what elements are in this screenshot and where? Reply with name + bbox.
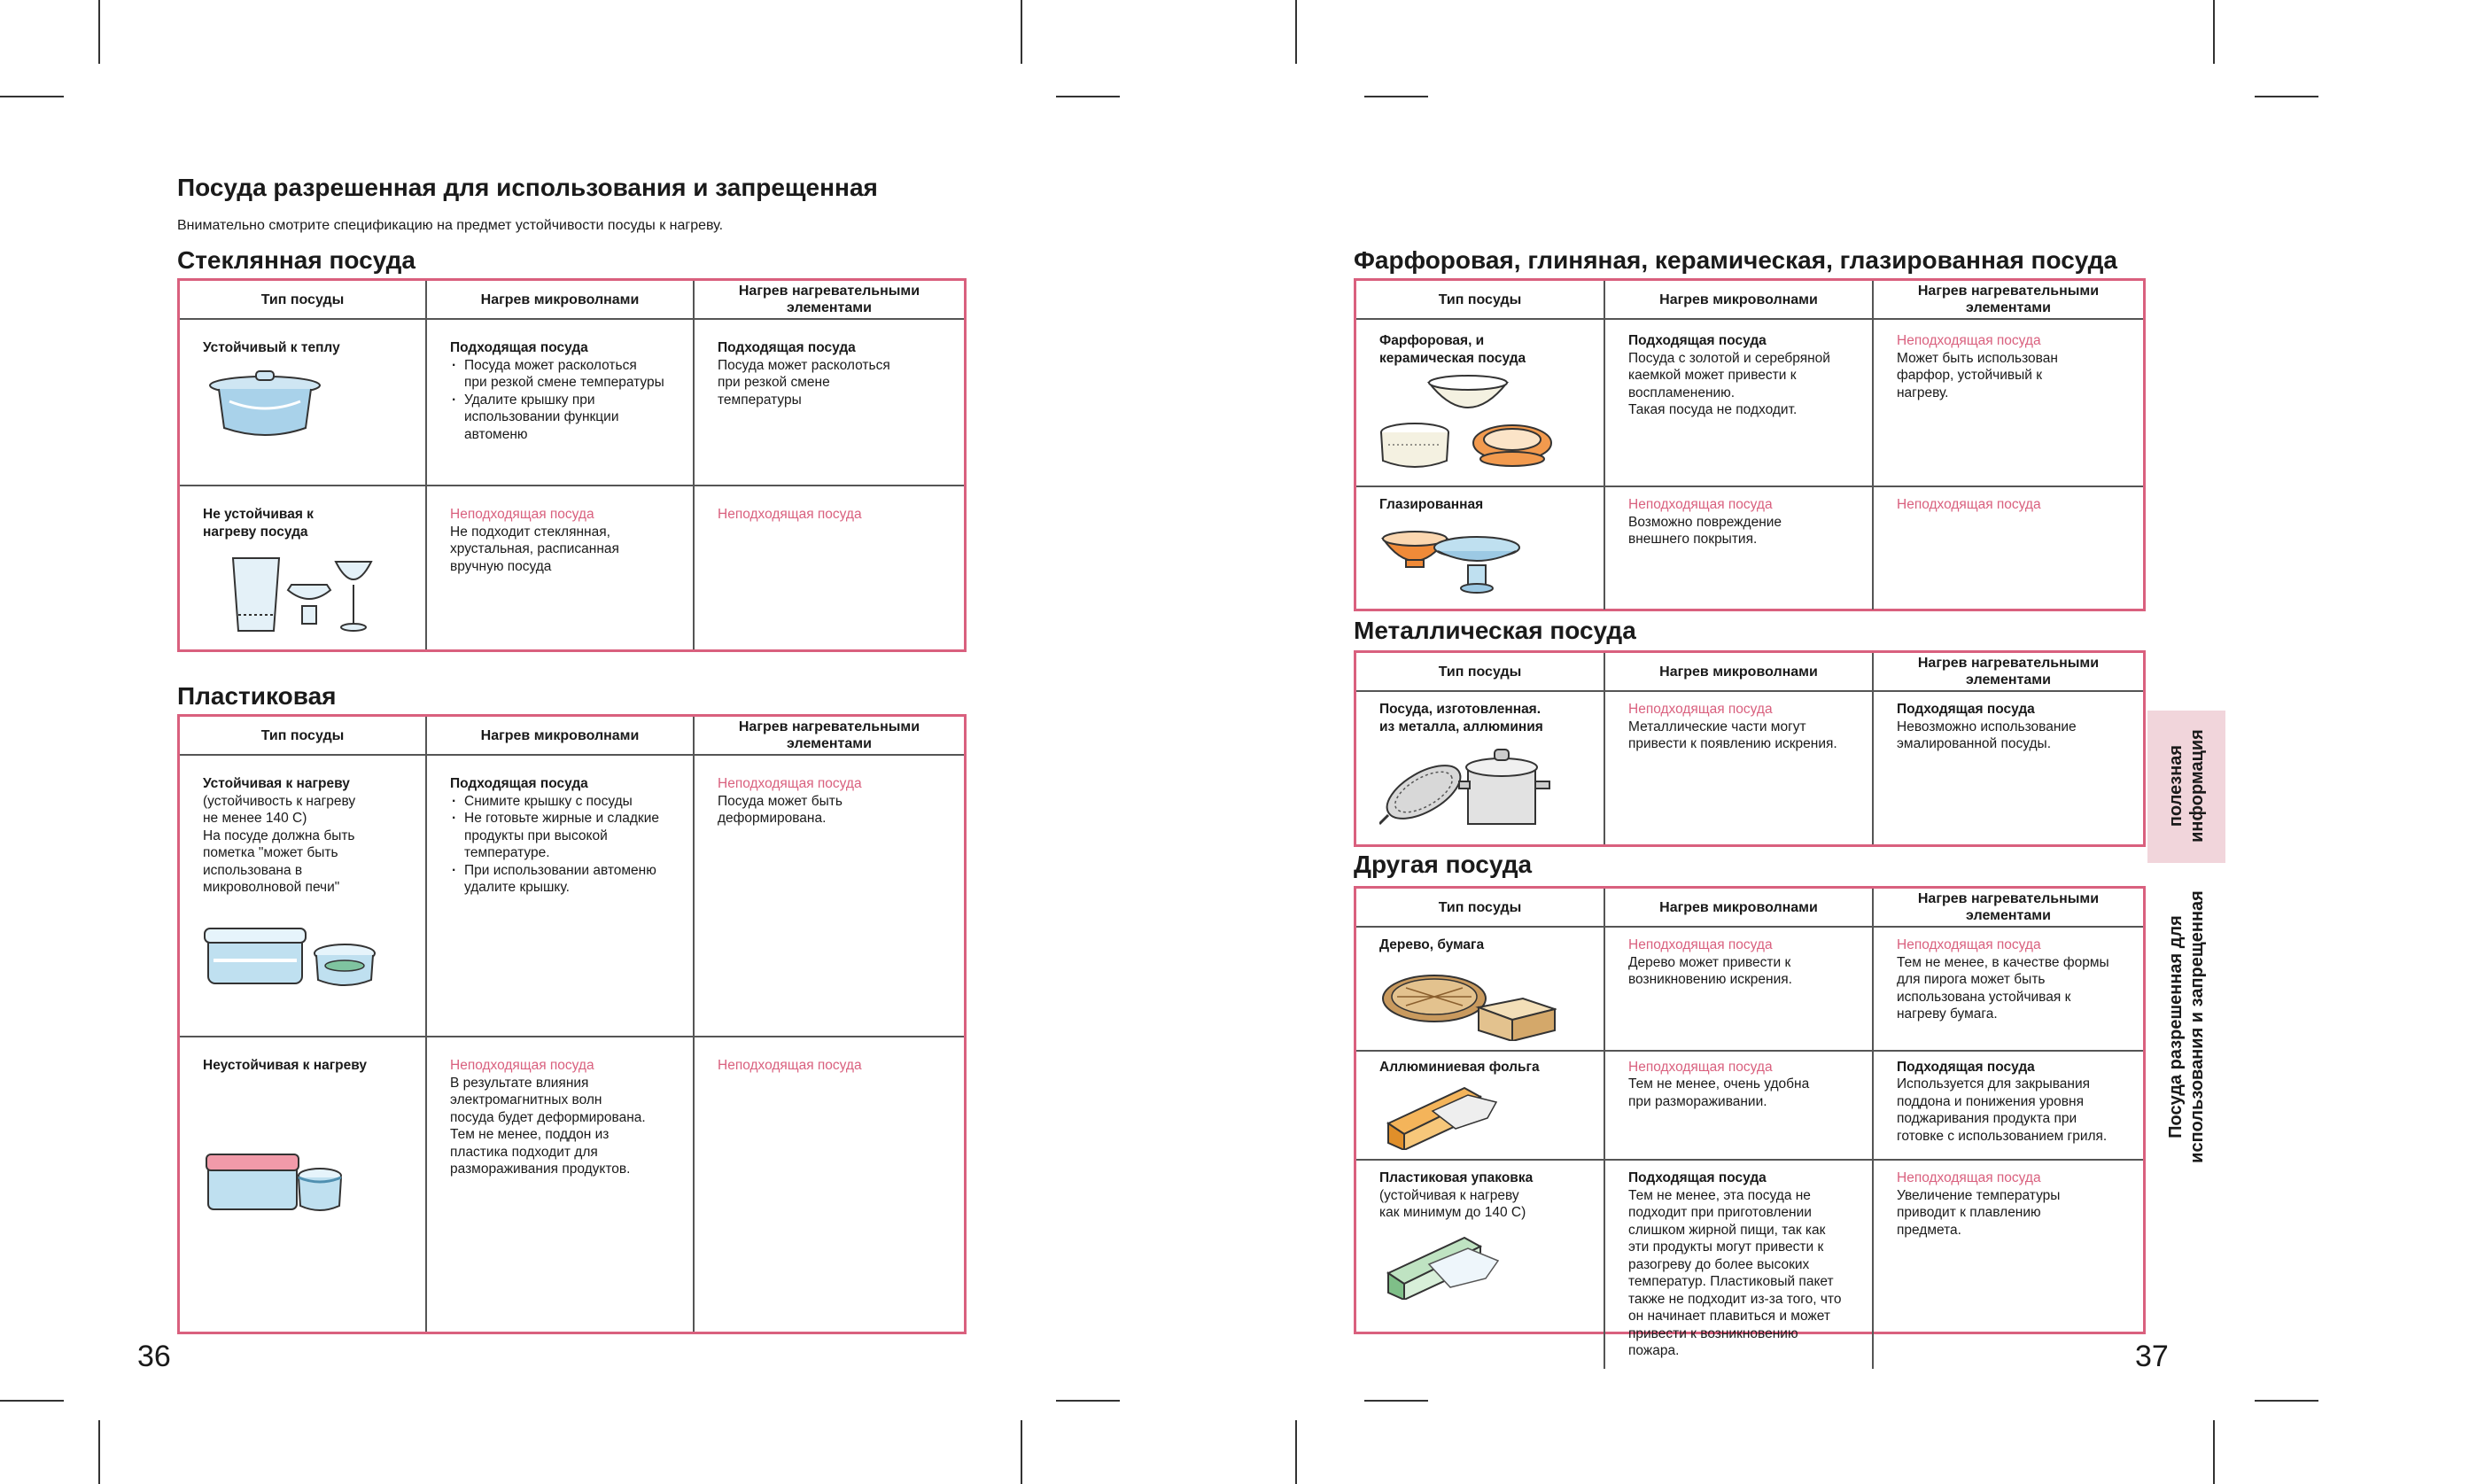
table-cell-type: Не устойчивая к нагреву посуда	[180, 486, 426, 649]
crop-mark	[0, 1400, 64, 1402]
crop-mark	[1295, 0, 1297, 64]
table-cell-heating: Подходящая посуда Невозможно использование эмалированной посуды.	[1897, 702, 2077, 751]
col-header-microwave: Нагрев микроволнами	[1604, 281, 1873, 319]
crop-mark	[2255, 96, 2318, 97]
page-title: Посуда разрешенная для использования и запрещенная	[177, 174, 878, 201]
side-tab-useful-info	[2147, 711, 2225, 863]
plastic-wrap-illustration	[1379, 1229, 1503, 1300]
glassware-illustration	[203, 549, 380, 638]
crop-mark	[2255, 1400, 2318, 1402]
page-subtitle: Внимательно смотрите спецификацию на предмет устойчивости посуды к нагреву.	[177, 218, 724, 233]
side-section-text: Посуда разрешенная для использования и запрещенная	[2166, 890, 2207, 1163]
col-header-type: Тип посуды	[1356, 889, 1604, 927]
table-cell-microwave: Неподходящая посуда Дерево может привести к возникновению искрения.	[1604, 927, 1873, 1051]
table-cell-type: Неустойчивая к нагреву	[180, 1037, 426, 1332]
metal-table	[1354, 650, 2146, 847]
col-header-heating: Нагрев нагревательными элементами	[694, 717, 964, 755]
section-title-glass: Стеклянная посуда	[177, 246, 415, 274]
table-cell-type: Устойчивая к нагреву (устойчивость к нагреву не менее 140 С) На посуде должна быть пометка "может быть использована в микроволновой печи"	[180, 755, 426, 1037]
col-header-microwave: Нагрев микроволнами	[426, 717, 694, 755]
glass-casserole-illustration	[203, 366, 327, 446]
crop-mark	[1021, 0, 1022, 64]
table-cell-type: Аллюминиевая фольга	[1356, 1051, 1604, 1161]
plastic-table	[177, 714, 967, 1334]
col-header-heating: Нагрев нагревательными элементами	[1873, 889, 2143, 927]
other-table	[1354, 886, 2146, 1358]
wood-paper-illustration	[1379, 958, 1557, 1041]
section-title-metal: Металлическая посуда	[1354, 617, 1636, 644]
section-title-plastic: Пластиковая	[177, 682, 337, 710]
table-cell-heating: Подходящая посуда Используется для закрывания поддона и понижения уровня поджаривания продукта при готовке с использованием гриля.	[1873, 1051, 2143, 1161]
table-cell-heating: Неподходящая посуда Может быть использован фарфор, устойчивый к нагреву.	[1873, 319, 2143, 486]
col-header-type: Тип посуды	[180, 281, 426, 319]
table-cell-heating: Неподходящая посуда Тем не менее, в качестве формы для пирога может быть использована устойчивая к нагреву бумага.	[1873, 927, 2143, 1051]
crop-mark	[0, 96, 64, 97]
glass-table	[177, 278, 967, 652]
aluminum-foil-illustration	[1379, 1079, 1503, 1150]
table-cell-type: Глазированная	[1356, 486, 1604, 610]
plastic-food-container-illustration	[203, 1146, 345, 1216]
crop-mark	[98, 0, 100, 64]
page-number-left: 36	[137, 1340, 171, 1373]
col-header-heating: Нагрев нагревательными элементами	[1873, 653, 2143, 691]
crop-mark	[2213, 1420, 2215, 1484]
table-cell-microwave: Неподходящая посуда Металлические части могут привести к появлению искрения.	[1604, 691, 1873, 844]
table-cell-microwave: Неподходящая посуда Тем не менее, очень удобна при размораживании.	[1604, 1051, 1873, 1161]
table-cell-microwave: Подходящая посуда · Снимите крышку с посуды · Не готовьте жирные и сладкие продукты при высокой температуре. · При использовании автоменю удалите крышку.	[426, 755, 694, 1037]
col-header-microwave: Нагрев микроволнами	[426, 281, 694, 319]
table-cell-microwave: Неподходящая посуда Не подходит стеклянная, хрустальная, расписанная вручную посуда	[426, 486, 694, 649]
col-header-type: Тип посуды	[1356, 653, 1604, 691]
col-header-heating: Нагрев нагревательными элементами	[694, 281, 964, 319]
table-cell-microwave: Неподходящая посуда Возможно повреждение внешнего покрытия.	[1604, 486, 1873, 610]
table-cell-type: Посуда, изготовленная. из металла, аллюминия	[1356, 691, 1604, 844]
section-title-porcelain: Фарфоровая, глиняная, керамическая, глазированная посуда	[1354, 246, 2117, 274]
table-cell-microwave: Неподходящая посуда В результате влияния электромагнитных волн посуда будет деформирована. Тем не менее, поддон из пластика подходит для размораживания продуктов.	[426, 1037, 694, 1332]
table-cell-type: Дерево, бумага	[1356, 927, 1604, 1051]
crop-mark	[1364, 1400, 1428, 1402]
crop-mark	[1364, 96, 1428, 97]
crop-mark	[1056, 96, 1120, 97]
crop-mark	[1056, 1400, 1120, 1402]
table-cell-microwave: Подходящая посуда Тем не менее, эта посуда не подходит при приготовлении слишком жирной пищи, так как эти продукты могут привести к разогреву до более высоких температур. Пластиковый пакет также не подходит из-за того, что он начинает плавиться и может привести к возникновению пожара.	[1604, 1160, 1873, 1369]
col-header-type: Тип посуды	[1356, 281, 1604, 319]
crop-mark	[1021, 1420, 1022, 1484]
ceramic-dishes-illustration	[1379, 370, 1557, 477]
section-title-other: Другая посуда	[1354, 851, 1533, 878]
crop-mark	[1295, 1420, 1297, 1484]
table-cell-heating: Подходящая посуда Посуда может расколоться при резкой смене температуры	[694, 319, 964, 486]
side-section-label	[2147, 886, 2225, 1169]
col-header-heating: Нагрев нагревательными элементами	[1873, 281, 2143, 319]
table-cell-type: Пластиковая упаковка (устойчивая к нагреву как минимум до 140 С)	[1356, 1160, 1604, 1369]
table-cell-heating: Неподходящая посуда	[718, 507, 862, 522]
table-cell-heating: Неподходящая посуда	[1897, 497, 2041, 512]
table-cell-type: Фарфоровая, и керамическая посуда	[1356, 319, 1604, 486]
table-cell-microwave: Подходящая посуда · Посуда может расколоться при резкой смене температуры · Удалите крышку при использовании функции автоменю	[426, 319, 694, 486]
crop-mark	[2213, 0, 2215, 64]
crop-mark	[98, 1420, 100, 1484]
col-header-type: Тип посуды	[180, 717, 426, 755]
table-cell-heating: Неподходящая посуда Увеличение температуры приводит к плавлению предмета.	[1897, 1170, 2061, 1238]
col-header-microwave: Нагрев микроволнами	[1604, 653, 1873, 691]
porcelain-table	[1354, 278, 2146, 611]
col-header-microwave: Нагрев микроволнами	[1604, 889, 1873, 927]
table-cell-heating: Неподходящая посуда	[718, 1058, 862, 1073]
table-cell-type: Устойчивый к теплу	[180, 319, 426, 486]
side-tab-label: полезная информация	[2166, 729, 2207, 843]
metal-cookware-illustration	[1379, 742, 1557, 831]
table-cell-heating: Неподходящая посуда Посуда может быть деформирована.	[694, 755, 964, 1037]
table-cell-microwave: Подходящая посуда Посуда с золотой и серебряной каемкой может привести к воспламенению. Такая посуда не подходит.	[1604, 319, 1873, 486]
plastic-containers-illustration	[203, 921, 380, 992]
page-number-right: 37	[2135, 1340, 2169, 1373]
glazed-dishes-illustration	[1379, 521, 1521, 601]
